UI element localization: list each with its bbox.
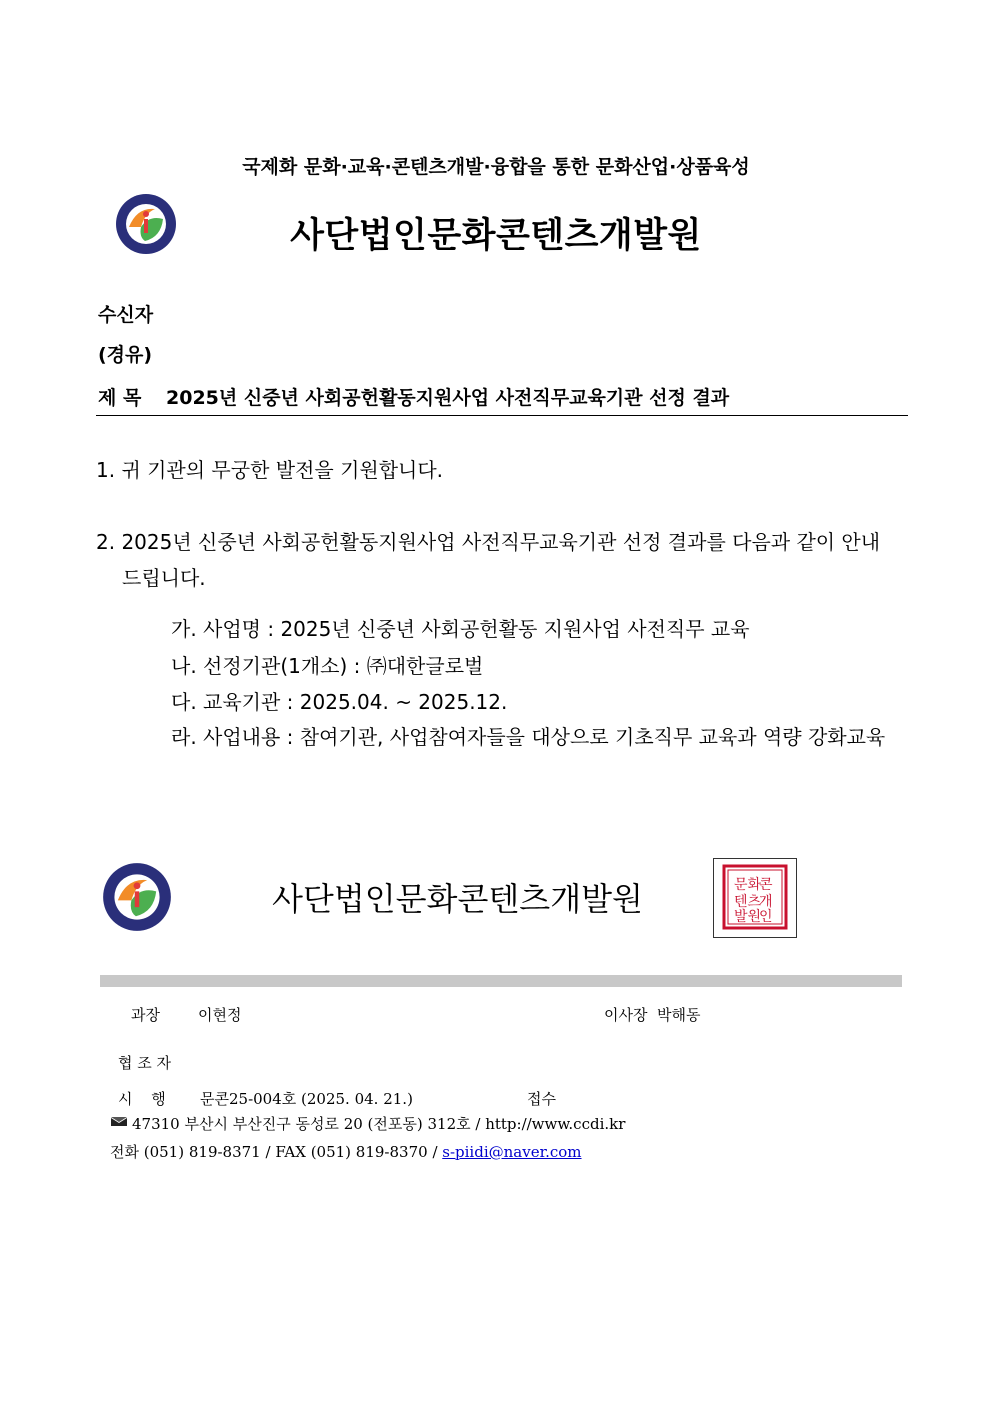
footer-logo-icon [102, 862, 172, 932]
sub-item-ga: 가. 사업명 : 2025년 신중년 사회공헌활동 지원사업 사전직무 교육 [171, 617, 750, 641]
recipient-label: 수신자 [98, 304, 154, 326]
body-item-2-line1: 2. 2025년 신중년 사회공헌활동지원사업 사전직무교육기관 선정 결과를 다음과 같이 안내 [96, 530, 881, 554]
svg-text:인: 인 [759, 909, 773, 925]
phone-fax-text: 전화 (051) 819-8371 / FAX (051) 819-8370 / [110, 1143, 443, 1161]
footer-divider [100, 975, 902, 987]
cooperator-label: 협 조 자 [118, 1054, 172, 1072]
subject-label: 제 목 [98, 387, 142, 409]
drafter-name: 이현정 [198, 1006, 242, 1024]
org-title: 사단법인문화콘텐츠개발원 [290, 216, 702, 256]
body-item-2-line2: 드립니다. [122, 566, 206, 590]
official-seal [713, 858, 797, 938]
email-link[interactable]: s-piidi@naver.com [442, 1143, 582, 1161]
seal-stamp-icon [714, 859, 796, 937]
enforce-label: 시 행 [118, 1090, 166, 1108]
sub-item-ra: 라. 사업내용 : 참여기관, 사업참여자들을 대상으로 기초직무 교육과 역량 강화교육 [171, 725, 886, 749]
slogan: 국제화 문화·교육·콘텐츠개발·융합을 통한 문화산업·상품육성 [242, 156, 750, 178]
via-label: (경유) [98, 344, 153, 366]
body-item-1: 1. 귀 기관의 무궁한 발전을 기원합니다. [96, 458, 444, 482]
address-line: 47310 부산시 부산진구 동성로 20 (전포동) 312호 / http://www.ccdi.kr [132, 1115, 626, 1133]
contact-line [110, 1141, 582, 1162]
sub-item-na: 나. 선정기관(1개소) : ㈜대한글로벌 [171, 654, 484, 678]
svg-text:텐츠: 텐츠 [734, 894, 762, 910]
svg-text:콘: 콘 [759, 877, 773, 893]
drafter-label: 과장 [131, 1006, 160, 1024]
svg-text:발원: 발원 [734, 909, 762, 925]
approver-name: 박해동 [657, 1006, 701, 1024]
svg-text:개: 개 [759, 894, 773, 910]
mail-envelope-icon [110, 1116, 128, 1128]
sub-item-da: 다. 교육기관 : 2025.04. ~ 2025.12. [171, 690, 508, 714]
subject-divider [96, 415, 908, 416]
approver-label: 이사장 [604, 1006, 648, 1024]
enforce-value: 문콘25-004호 (2025. 04. 21.) [200, 1090, 413, 1108]
svg-text:문화: 문화 [734, 877, 762, 893]
footer-org-title: 사단법인문화콘텐츠개발원 [272, 880, 643, 918]
subject-text: 2025년 신중년 사회공헌활동지원사업 사전직무교육기관 선정 결과 [166, 387, 730, 409]
receipt-label: 접수 [527, 1090, 556, 1108]
subject-row [98, 383, 729, 410]
